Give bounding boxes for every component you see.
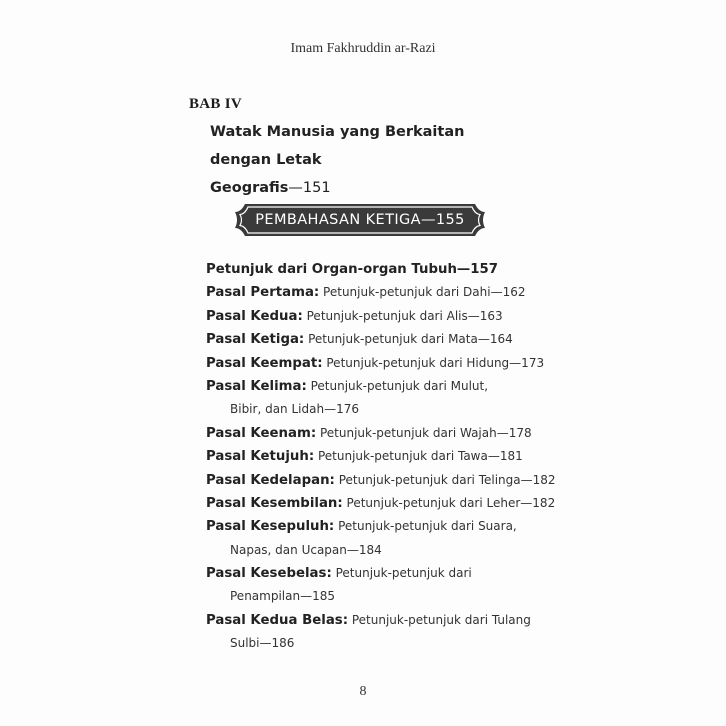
table-of-contents — [206, 258, 566, 656]
toc-entry-text: Petunjuk-petunjuk dari Dahi—162 — [319, 285, 526, 300]
toc-entry-continuation: Bibir, dan Lidah—176 — [230, 402, 359, 417]
toc-entry-continuation: Sulbi—186 — [230, 636, 295, 651]
chapter-title — [210, 118, 530, 202]
toc-entry-text: Petunjuk-petunjuk dari Suara, — [334, 519, 517, 534]
section-banner — [233, 202, 487, 238]
toc-entry — [206, 328, 566, 351]
toc-entry-text: Petunjuk-petunjuk dari Telinga—182 — [334, 472, 556, 487]
toc-entry-label: Pasal Kelima: — [206, 378, 307, 394]
toc-entry — [206, 352, 566, 375]
toc-entry-continuation: Penampilan—185 — [230, 589, 335, 604]
toc-entry-label: Pasal Ketujuh: — [206, 449, 315, 465]
toc-entry-text: Petunjuk-petunjuk dari Mulut, — [306, 378, 489, 393]
toc-entry — [206, 562, 566, 585]
toc-entry-label: Pasal Kedua: — [206, 308, 303, 324]
toc-entry — [206, 375, 566, 398]
toc-entry-label: Pasal Kedelapan: — [206, 472, 335, 488]
toc-entry — [206, 305, 566, 328]
chapter-label: BAB IV — [189, 96, 243, 112]
toc-entry — [206, 469, 566, 492]
toc-entry-continuation: Napas, dan Ucapan—184 — [230, 542, 382, 557]
toc-entry-text: Petunjuk-petunjuk dari Wajah—178 — [316, 425, 532, 440]
toc-entry-text: Petunjuk-petunjuk dari Leher—182 — [342, 495, 556, 510]
toc-entry-text: Petunjuk-petunjuk dari — [331, 566, 472, 581]
chapter-title-line-1: Watak Manusia yang Berkaitan dengan Letak — [210, 124, 465, 168]
chapter-title-text: Geografis — [210, 180, 289, 196]
toc-entry-label: Pasal Ketiga: — [206, 332, 305, 348]
chapter-title-page: —151 — [288, 180, 331, 196]
toc-entry-label: Pasal Kedua Belas: — [206, 612, 349, 628]
toc-entry-text: Petunjuk-petunjuk dari Tawa—181 — [314, 449, 523, 464]
toc-entry-label: Pasal Keenam: — [206, 425, 317, 441]
page-number: 8 — [359, 684, 367, 699]
toc-entry — [206, 515, 566, 538]
toc-entry-label: Pasal Keempat: — [206, 355, 323, 371]
toc-entry-text: Petunjuk-petunjuk dari Alis—163 — [302, 308, 503, 323]
toc-entry-text: Petunjuk-petunjuk dari Hidung—173 — [322, 355, 545, 370]
toc-entry-label: Pasal Kesembilan: — [206, 495, 343, 511]
banner-title: PEMBAHASAN KETIGA—155 — [255, 212, 465, 228]
chapter-title-line-2 — [210, 174, 530, 202]
toc-entry — [206, 492, 566, 515]
toc-entry-label: Pasal Kesepuluh: — [206, 519, 335, 535]
toc-entry-text: Petunjuk-petunjuk dari Tulang — [348, 612, 531, 627]
toc-entry-label: Pasal Kesebelas: — [206, 566, 332, 582]
toc-lead-entry — [206, 258, 566, 281]
toc-entry-label: Pasal Pertama: — [206, 285, 320, 301]
toc-entry — [206, 445, 566, 468]
toc-entry — [206, 609, 566, 632]
toc-entry — [206, 281, 566, 304]
running-header: Imam Fakhruddin ar-Razi — [290, 41, 436, 56]
toc-entry — [206, 422, 566, 445]
toc-entry-text: Petunjuk-petunjuk dari Mata—164 — [304, 332, 513, 347]
toc-lead-label: Petunjuk dari Organ-organ Tubuh—157 — [206, 262, 498, 277]
